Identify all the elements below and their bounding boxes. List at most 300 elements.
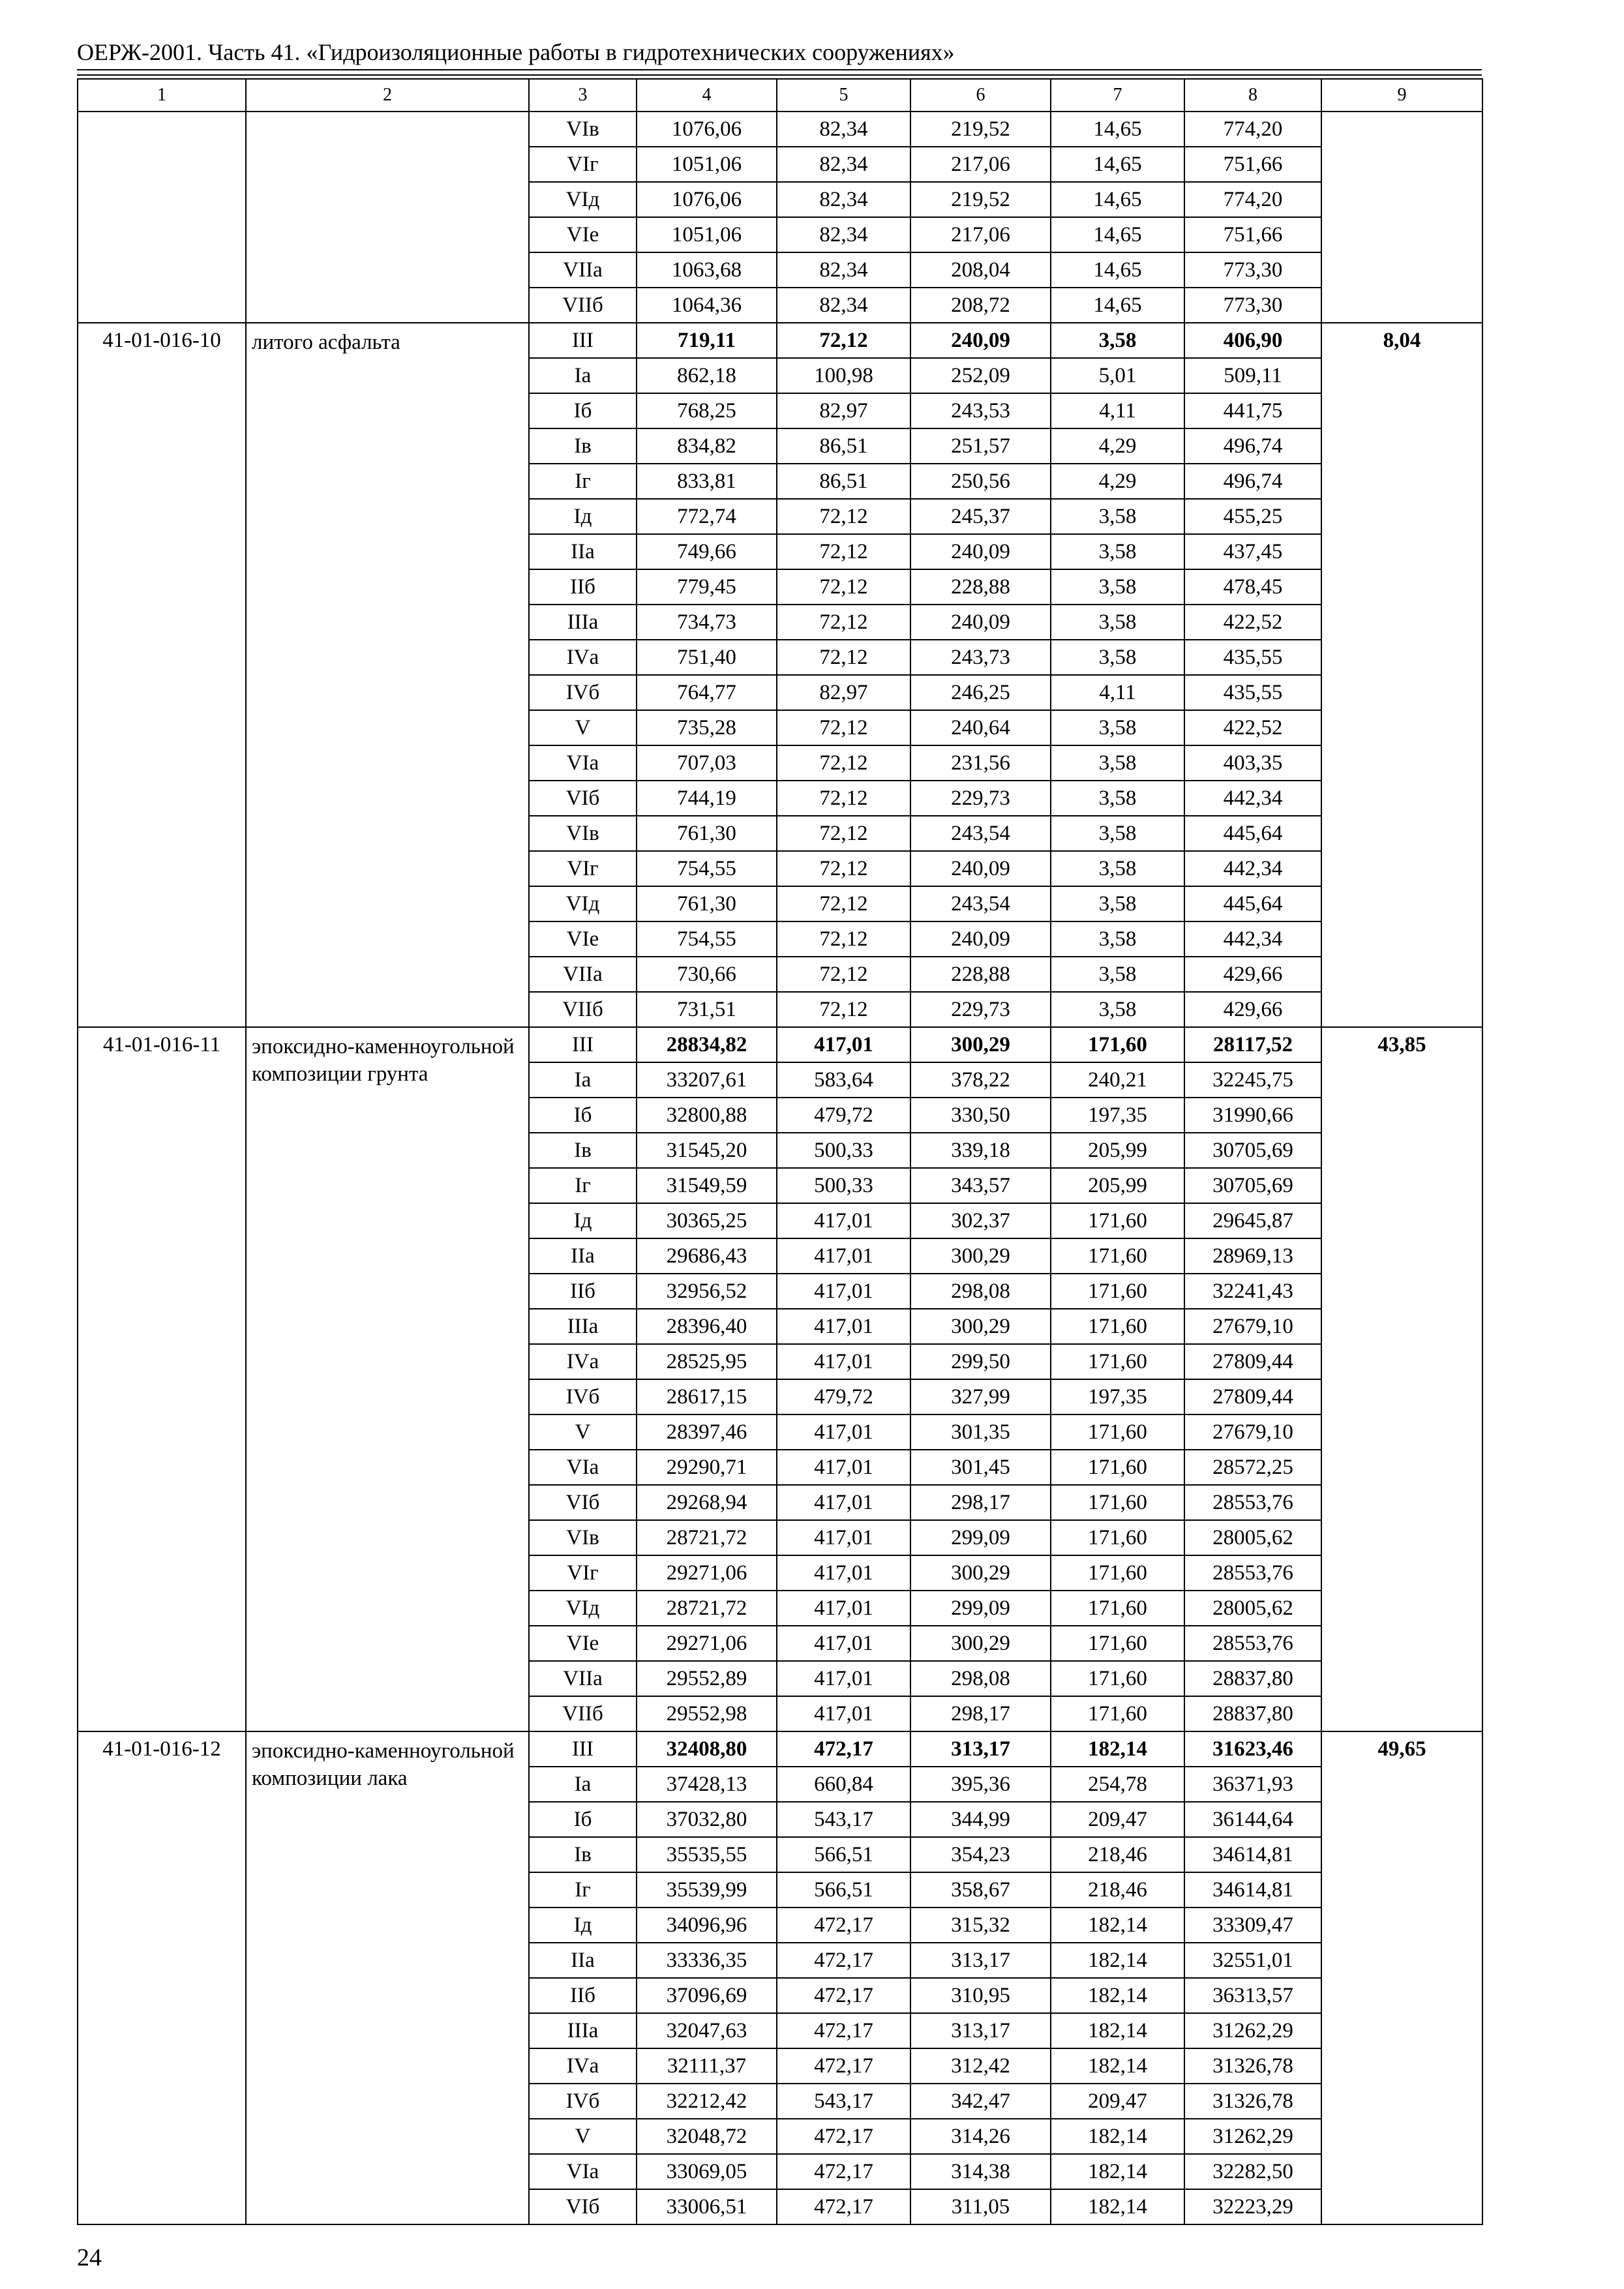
table-cell: 86,51	[777, 464, 910, 499]
table-cell: 3,58	[1051, 992, 1184, 1027]
table-cell: 442,34	[1184, 921, 1321, 957]
table-cell: 72,12	[777, 816, 910, 851]
table-row	[78, 1731, 1482, 1767]
table-cell: 33336,35	[637, 1943, 777, 1978]
table-cell: 243,54	[910, 816, 1051, 851]
table-cell: 31262,29	[1184, 2119, 1321, 2154]
table-cell: 445,64	[1184, 816, 1321, 851]
table-cell: VIв	[529, 112, 637, 147]
table-cell: 34614,81	[1184, 1837, 1321, 1872]
code-cell	[78, 112, 246, 323]
table-cell: 417,01	[777, 1344, 910, 1379]
table-cell: 197,35	[1051, 1379, 1184, 1414]
item-name: эпоксидно-каменноугольной композиции грунта	[246, 1027, 529, 1731]
table-cell: VIд	[529, 886, 637, 921]
table-cell: 4,29	[1051, 464, 1184, 499]
table-cell: 29271,06	[637, 1626, 777, 1661]
table-cell: VIг	[529, 1555, 637, 1591]
table-cell: 219,52	[910, 112, 1051, 147]
table-cell: Iв	[529, 428, 637, 464]
table-cell: 395,36	[910, 1767, 1051, 1802]
header-rule	[77, 69, 1482, 70]
table-cell: III	[529, 1027, 637, 1062]
table-cell: 779,45	[637, 569, 777, 605]
table-cell: 472,17	[777, 2013, 910, 2048]
table-cell: 378,22	[910, 1062, 1051, 1098]
table-cell: IIб	[529, 569, 637, 605]
table-cell: 28834,82	[637, 1027, 777, 1062]
table-cell: 33207,61	[637, 1062, 777, 1098]
table-cell: 442,34	[1184, 781, 1321, 816]
table-cell: VIа	[529, 745, 637, 781]
item-code: 41-01-016-10	[78, 323, 246, 1027]
table-cell: 472,17	[777, 1731, 910, 1767]
table-cell: 300,29	[910, 1626, 1051, 1661]
table-cell: 72,12	[777, 921, 910, 957]
table-cell: 243,54	[910, 886, 1051, 921]
table-cell: 27809,44	[1184, 1379, 1321, 1414]
table-cell: 82,34	[777, 288, 910, 323]
table-cell: 182,14	[1051, 1978, 1184, 2013]
table-cell: 240,21	[1051, 1062, 1184, 1098]
table-cell: 302,37	[910, 1203, 1051, 1238]
table-cell: 3,58	[1051, 640, 1184, 675]
table-cell: 82,34	[777, 217, 910, 252]
table-cell: 734,73	[637, 605, 777, 640]
table-cell: 3,58	[1051, 499, 1184, 534]
table-row	[78, 112, 1482, 147]
table-cell: 14,65	[1051, 112, 1184, 147]
item-last-value: 49,65	[1321, 1731, 1482, 2224]
table-cell: 72,12	[777, 323, 910, 358]
table-cell: IVа	[529, 2048, 637, 2084]
table-cell: 417,01	[777, 1027, 910, 1062]
table-cell: 301,35	[910, 1414, 1051, 1450]
table-cell: 3,58	[1051, 781, 1184, 816]
table-cell: 472,17	[777, 2048, 910, 2084]
table-cell: Iд	[529, 499, 637, 534]
table-cell: 32245,75	[1184, 1062, 1321, 1098]
table-cell: 315,32	[910, 1908, 1051, 1943]
table-cell: 301,45	[910, 1450, 1051, 1485]
table-cell: 28005,62	[1184, 1520, 1321, 1555]
table-cell: 32047,63	[637, 2013, 777, 2048]
table-cell: 773,30	[1184, 252, 1321, 288]
table-cell: 543,17	[777, 2084, 910, 2119]
table-cell: 28721,72	[637, 1520, 777, 1555]
table-cell: 761,30	[637, 886, 777, 921]
table-cell: 298,17	[910, 1485, 1051, 1520]
table-cell: 228,88	[910, 957, 1051, 992]
table-cell: Iб	[529, 393, 637, 428]
table-cell: IIб	[529, 1274, 637, 1309]
table-cell: IIа	[529, 1238, 637, 1274]
table-cell: 3,58	[1051, 323, 1184, 358]
table-cell: 31623,46	[1184, 1731, 1321, 1767]
table-cell: 240,09	[910, 323, 1051, 358]
table-cell: 28837,80	[1184, 1696, 1321, 1731]
table-cell: 72,12	[777, 992, 910, 1027]
table-cell: 32212,42	[637, 2084, 777, 2119]
table-cell: VIIб	[529, 992, 637, 1027]
table-cell: 719,11	[637, 323, 777, 358]
table-cell: 231,56	[910, 745, 1051, 781]
table-cell: 30705,69	[1184, 1168, 1321, 1203]
table-cell: 29645,87	[1184, 1203, 1321, 1238]
table-cell: 208,04	[910, 252, 1051, 288]
table-row	[78, 323, 1482, 358]
table-cell: 417,01	[777, 1274, 910, 1309]
item-name: эпоксидно-каменноугольной композиции лака	[246, 1731, 529, 2224]
table-cell: 14,65	[1051, 288, 1184, 323]
table-cell: 441,75	[1184, 393, 1321, 428]
table-cell: 764,77	[637, 675, 777, 710]
table-cell: 14,65	[1051, 182, 1184, 217]
table-cell: 1063,68	[637, 252, 777, 288]
table-cell: 437,45	[1184, 534, 1321, 569]
table-cell: VIб	[529, 1485, 637, 1520]
table-cell: V	[529, 710, 637, 745]
header-rule	[77, 74, 1482, 76]
table-cell: 82,34	[777, 147, 910, 182]
table-cell: Iа	[529, 1767, 637, 1802]
table-cell: VIа	[529, 1450, 637, 1485]
table-cell: 4,11	[1051, 675, 1184, 710]
column-header: 6	[910, 79, 1051, 112]
table-cell: 417,01	[777, 1450, 910, 1485]
table-cell: VIе	[529, 921, 637, 957]
item-name: литого асфальта	[246, 323, 529, 1027]
table-cell: 182,14	[1051, 2189, 1184, 2224]
table-cell: 209,47	[1051, 2084, 1184, 2119]
table-cell: 509,11	[1184, 358, 1321, 393]
table-cell: Iг	[529, 1872, 637, 1908]
table-cell: 298,08	[910, 1661, 1051, 1696]
table-cell: IIIа	[529, 605, 637, 640]
table-cell: 3,58	[1051, 605, 1184, 640]
table-cell: 29290,71	[637, 1450, 777, 1485]
table-cell: 774,20	[1184, 182, 1321, 217]
table-cell: 229,73	[910, 992, 1051, 1027]
table-cell: 33069,05	[637, 2154, 777, 2189]
table-cell: 29686,43	[637, 1238, 777, 1274]
page-number: 24	[77, 2244, 102, 2271]
table-cell: 35535,55	[637, 1837, 777, 1872]
table-cell: 472,17	[777, 1943, 910, 1978]
table-cell: VIг	[529, 147, 637, 182]
column-header: 1	[78, 79, 246, 112]
table-cell: 472,17	[777, 2189, 910, 2224]
column-number-row	[78, 79, 1482, 112]
table-cell: 243,53	[910, 393, 1051, 428]
table-cell: 245,37	[910, 499, 1051, 534]
column-header: 9	[1321, 79, 1482, 112]
table-cell: 422,52	[1184, 710, 1321, 745]
table-cell: 28525,95	[637, 1344, 777, 1379]
table-cell: 218,46	[1051, 1837, 1184, 1872]
table-cell: 72,12	[777, 886, 910, 921]
table-cell: Iа	[529, 1062, 637, 1098]
table-cell: 344,99	[910, 1802, 1051, 1837]
table-cell: 3,58	[1051, 851, 1184, 886]
table-cell: 254,78	[1051, 1767, 1184, 1802]
table-cell: 182,14	[1051, 1943, 1184, 1978]
table-cell: 32408,80	[637, 1731, 777, 1767]
table-cell: VIа	[529, 2154, 637, 2189]
table-cell: 240,64	[910, 710, 1051, 745]
table-cell: 566,51	[777, 1837, 910, 1872]
table-cell: 36313,57	[1184, 1978, 1321, 2013]
table-cell: 358,67	[910, 1872, 1051, 1908]
table-cell: 27679,10	[1184, 1309, 1321, 1344]
table-cell: 298,08	[910, 1274, 1051, 1309]
table-cell: 171,60	[1051, 1203, 1184, 1238]
table-cell: 37428,13	[637, 1767, 777, 1802]
table-cell: 28553,76	[1184, 1485, 1321, 1520]
table-cell: 1076,06	[637, 112, 777, 147]
table-cell: 543,17	[777, 1802, 910, 1837]
table-cell: 749,66	[637, 534, 777, 569]
table-cell: 29552,89	[637, 1661, 777, 1696]
table-cell: 171,60	[1051, 1626, 1184, 1661]
table-cell: Iв	[529, 1133, 637, 1168]
table-cell: 72,12	[777, 710, 910, 745]
table-cell: IVа	[529, 640, 637, 675]
name-cell	[246, 112, 529, 323]
table-cell: 313,17	[910, 2013, 1051, 2048]
table-cell: 14,65	[1051, 252, 1184, 288]
table-cell: 14,65	[1051, 147, 1184, 182]
table-cell: VIд	[529, 1591, 637, 1626]
table-cell: 218,46	[1051, 1872, 1184, 1908]
table-cell: 566,51	[777, 1872, 910, 1908]
table-cell: VIг	[529, 851, 637, 886]
table-cell: 14,65	[1051, 217, 1184, 252]
table-cell: 751,40	[637, 640, 777, 675]
table-cell: 33309,47	[1184, 1908, 1321, 1943]
table-cell: VIд	[529, 182, 637, 217]
item-code: 41-01-016-11	[78, 1027, 246, 1731]
table-cell: IVб	[529, 2084, 637, 2119]
table-cell: 354,23	[910, 1837, 1051, 1872]
table-cell: 417,01	[777, 1626, 910, 1661]
table-cell: VIIб	[529, 288, 637, 323]
table-cell: 417,01	[777, 1238, 910, 1274]
table-cell: 299,09	[910, 1591, 1051, 1626]
table-cell: 31326,78	[1184, 2084, 1321, 2119]
table-cell: 100,98	[777, 358, 910, 393]
table-cell: 31990,66	[1184, 1098, 1321, 1133]
table-cell: 251,57	[910, 428, 1051, 464]
table-cell: 32048,72	[637, 2119, 777, 2154]
table-cell: 435,55	[1184, 675, 1321, 710]
table-cell: 417,01	[777, 1485, 910, 1520]
table-cell: 28837,80	[1184, 1661, 1321, 1696]
table-cell: Iд	[529, 1908, 637, 1943]
table-cell: 479,72	[777, 1098, 910, 1133]
table-cell: 479,72	[777, 1379, 910, 1414]
table-cell: Iб	[529, 1098, 637, 1133]
table-cell: 86,51	[777, 428, 910, 464]
table-cell: 417,01	[777, 1555, 910, 1591]
table-cell: 417,01	[777, 1520, 910, 1555]
table-cell: 300,29	[910, 1555, 1051, 1591]
table-cell: 29552,98	[637, 1696, 777, 1731]
table-cell: 429,66	[1184, 992, 1321, 1027]
table-cell: 1076,06	[637, 182, 777, 217]
table-cell: 28553,76	[1184, 1555, 1321, 1591]
table-cell: 735,28	[637, 710, 777, 745]
table-cell: 417,01	[777, 1591, 910, 1626]
table-cell: 36144,64	[1184, 1802, 1321, 1837]
table-cell: 28617,15	[637, 1379, 777, 1414]
table-cell: 500,33	[777, 1168, 910, 1203]
table-cell: 250,56	[910, 464, 1051, 499]
table-cell: 240,09	[910, 921, 1051, 957]
table-cell: 754,55	[637, 851, 777, 886]
table-cell: 4,11	[1051, 393, 1184, 428]
table-cell: 3,58	[1051, 886, 1184, 921]
table-cell: 3,58	[1051, 816, 1184, 851]
table-cell: 833,81	[637, 464, 777, 499]
table-cell: 33006,51	[637, 2189, 777, 2224]
table-cell: 731,51	[637, 992, 777, 1027]
table-cell: 342,47	[910, 2084, 1051, 2119]
table-cell: 171,60	[1051, 1520, 1184, 1555]
table-cell: VIе	[529, 217, 637, 252]
table-cell: 171,60	[1051, 1555, 1184, 1591]
table-cell: Iд	[529, 1203, 637, 1238]
table-cell: 171,60	[1051, 1696, 1184, 1731]
table-cell: 32111,37	[637, 2048, 777, 2084]
table-cell: 30705,69	[1184, 1133, 1321, 1168]
table-cell: 35539,99	[637, 1872, 777, 1908]
table-cell: 208,72	[910, 288, 1051, 323]
table-cell: 72,12	[777, 605, 910, 640]
table-cell: III	[529, 323, 637, 358]
table-cell: V	[529, 2119, 637, 2154]
table-cell: 252,09	[910, 358, 1051, 393]
table-cell: III	[529, 1731, 637, 1767]
column-header: 8	[1184, 79, 1321, 112]
table-cell: 298,17	[910, 1696, 1051, 1731]
table-cell: 217,06	[910, 217, 1051, 252]
item-last-value: 8,04	[1321, 323, 1482, 1027]
last-cell	[1321, 112, 1482, 323]
table-cell: 31545,20	[637, 1133, 777, 1168]
table-cell: 3,58	[1051, 921, 1184, 957]
table-cell: 205,99	[1051, 1168, 1184, 1203]
table-cell: 28005,62	[1184, 1591, 1321, 1626]
table-cell: 761,30	[637, 816, 777, 851]
table-cell: 299,09	[910, 1520, 1051, 1555]
table-cell: 774,20	[1184, 112, 1321, 147]
table-cell: 72,12	[777, 640, 910, 675]
table-cell: 472,17	[777, 2119, 910, 2154]
page-header: ОЕРЖ-2001. Часть 41. «Гидроизоляционные работы в гидротехнических сооружениях»	[77, 39, 955, 65]
table-cell: 403,35	[1184, 745, 1321, 781]
table-cell: 27679,10	[1184, 1414, 1321, 1450]
table-cell: 72,12	[777, 957, 910, 992]
table-cell: 472,17	[777, 1908, 910, 1943]
table-cell: 34096,96	[637, 1908, 777, 1943]
table-cell: 171,60	[1051, 1344, 1184, 1379]
table-cell: 310,95	[910, 1978, 1051, 2013]
table-cell: 3,58	[1051, 569, 1184, 605]
table-cell: 417,01	[777, 1414, 910, 1450]
table-cell: IIб	[529, 1978, 637, 2013]
table-cell: 300,29	[910, 1238, 1051, 1274]
table-cell: 205,99	[1051, 1133, 1184, 1168]
table-cell: 246,25	[910, 675, 1051, 710]
table-cell: 228,88	[910, 569, 1051, 605]
table-row	[78, 1027, 1482, 1062]
table-cell: 171,60	[1051, 1309, 1184, 1344]
table-cell: 299,50	[910, 1344, 1051, 1379]
table-cell: VIв	[529, 816, 637, 851]
table-cell: 72,12	[777, 781, 910, 816]
table-cell: VIIб	[529, 1696, 637, 1731]
table-cell: 327,99	[910, 1379, 1051, 1414]
table-cell: 182,14	[1051, 2013, 1184, 2048]
table-cell: 82,97	[777, 393, 910, 428]
table-cell: 660,84	[777, 1767, 910, 1802]
table-cell: IVб	[529, 675, 637, 710]
table-cell: 182,14	[1051, 2154, 1184, 2189]
table-cell: 3,58	[1051, 957, 1184, 992]
column-header: 4	[637, 79, 777, 112]
table-cell: 171,60	[1051, 1274, 1184, 1309]
table-cell: 754,55	[637, 921, 777, 957]
table-cell: 28553,76	[1184, 1626, 1321, 1661]
table-cell: 72,12	[777, 534, 910, 569]
table-cell: 171,60	[1051, 1027, 1184, 1062]
table-cell: 32800,88	[637, 1098, 777, 1133]
table-cell: 82,34	[777, 112, 910, 147]
table-cell: 229,73	[910, 781, 1051, 816]
table-cell: 442,34	[1184, 851, 1321, 886]
table-cell: 197,35	[1051, 1098, 1184, 1133]
table-cell: 496,74	[1184, 428, 1321, 464]
table-cell: 314,38	[910, 2154, 1051, 2189]
table-cell: 312,42	[910, 2048, 1051, 2084]
table-cell: 751,66	[1184, 147, 1321, 182]
table-cell: 32241,43	[1184, 1274, 1321, 1309]
table-cell: 3,58	[1051, 534, 1184, 569]
item-last-value: 43,85	[1321, 1027, 1482, 1731]
table-cell: 219,52	[910, 182, 1051, 217]
table-cell: 862,18	[637, 358, 777, 393]
table-cell: 37032,80	[637, 1802, 777, 1837]
table-cell: 417,01	[777, 1203, 910, 1238]
table-cell: 429,66	[1184, 957, 1321, 992]
rates-table	[77, 78, 1483, 2225]
table-cell: 455,25	[1184, 499, 1321, 534]
table-cell: 29268,94	[637, 1485, 777, 1520]
table-cell: 583,64	[777, 1062, 910, 1098]
table-cell: VIIа	[529, 252, 637, 288]
table-cell: 496,74	[1184, 464, 1321, 499]
table-cell: 32551,01	[1184, 1943, 1321, 1978]
column-header: 2	[246, 79, 529, 112]
table-cell: VIб	[529, 2189, 637, 2224]
table-cell: 171,60	[1051, 1591, 1184, 1626]
table-cell: 28572,25	[1184, 1450, 1321, 1485]
table-cell: V	[529, 1414, 637, 1450]
table-cell: 182,14	[1051, 2119, 1184, 2154]
table-cell: 171,60	[1051, 1238, 1184, 1274]
table-cell: 300,29	[910, 1027, 1051, 1062]
